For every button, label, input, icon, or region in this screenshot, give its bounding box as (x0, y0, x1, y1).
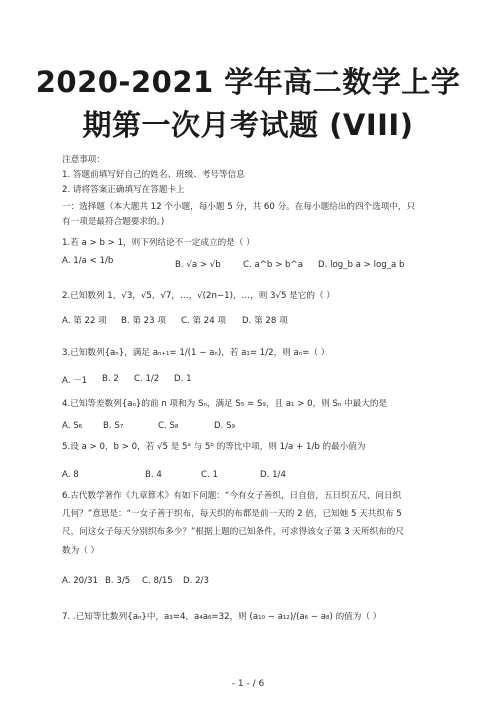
question-6-stem-line: 几何？”意思是：“一女子善于织布，每天织的布都是前一天的 2 倍，已知她 5 天共织布 5 (62, 509, 402, 519)
q3-option-b: B. 2 (102, 374, 119, 384)
q2-option-a: A. 第 22 项 (62, 316, 107, 326)
q6-option-d: D. 2/3 (183, 576, 209, 586)
q6-option-a: A. 20/31 (62, 576, 98, 586)
question-3-stem: 3.已知数列{aₙ}，满足 aₙ₊₁= 1/(1 − aₙ)，若 a₁= 1/2，则 aₙ=（ ） (62, 348, 330, 358)
q6-option-c: C. 8/15 (142, 576, 173, 586)
q4-option-d: D. S₉ (214, 421, 235, 431)
q1-option-a: A. 1/a < 1/b (62, 256, 114, 266)
q1-option-b: B. √a > √b (175, 260, 221, 270)
page-title-line-1: 2020-2021 学年高二数学上学 (35, 65, 461, 99)
q2-option-d: D. 第 28 项 (242, 316, 288, 326)
q4-option-a: A. S₆ (62, 421, 83, 431)
q5-option-c: C. 1 (201, 470, 218, 480)
question-4-stem: 4.已知等差数列{aₙ}的前 n 项和为 Sₙ，满足 S₅ = S₉，且 a₁ > 0，则 Sₙ 中最大的是 (62, 399, 388, 409)
page-title-line-2: 期第一次月考试题 (VIII) (82, 108, 414, 142)
q2-option-b: B. 第 23 项 (121, 316, 166, 326)
question-6-stem-line: 尺，问这女子每天分别织布多少？”根据上题的已知条件，可求得该女子第 3 天所织布的尺 (62, 527, 404, 537)
question-1-stem: 1.若 a > b > 1，则下列结论不一定成立的是（ ） (62, 238, 255, 248)
section-instruction-line: 一：选择题（本大题共 12 个小题，每小题 5 分，共 60 分。在每小题给出的四个选项中，只 (62, 202, 416, 212)
question-7-stem: 7. .已知等比数列{aₙ}中，a₃=4，a₄a₆=32，则 (a₁₀ − a₁₂)/(a₆ − a₈) 的值为（ ） (62, 612, 382, 622)
q4-option-c: C. S₈ (158, 421, 179, 431)
question-5-stem: 5.设 a > 0，b > 0，若 √5 是 5ᵃ 与 5ᵇ 的等比中项，则 1/a + 1/b 的最小值为 (62, 442, 366, 452)
q1-option-c: C. a^b > b^a (243, 260, 303, 270)
question-6-stem-line: 数为（ ） (62, 546, 100, 556)
q5-option-d: D. 1/4 (260, 470, 286, 480)
q5-option-a: A. 8 (62, 470, 79, 480)
note-item: 2. 请将答案正确填写在答题卡上 (62, 185, 185, 195)
q6-option-b: B. 3/5 (105, 576, 131, 586)
q1-option-d: D. log_b a > log_a b (318, 260, 405, 270)
q5-option-b: B. 4 (145, 470, 162, 480)
page-number: - 1 - / 6 (231, 679, 265, 689)
q3-option-c: C. 1/2 (134, 374, 160, 384)
q3-option-d: D. 1 (174, 374, 192, 384)
q4-option-b: B. S₇ (103, 421, 124, 431)
question-2-stem: 2.已知数列 1，√3，√5，√7，…，√(2n−1)，…，则 3√5 是它的（ ） (62, 291, 335, 301)
q3-option-a: A. －1 (62, 376, 88, 386)
section-instruction-line: 有一项是最符合题要求的。) (62, 217, 165, 227)
notes-heading: 注意事项： (62, 155, 105, 165)
question-6-stem-line: 6.古代数学著作《九章算术》有如下问题：“今有女子善织，日自倍，五日织五尺，问日织 (62, 491, 402, 501)
q2-option-c: C. 第 24 项 (181, 316, 227, 326)
note-item: 1. 答题前填写好自己的姓名、班级、考号等信息 (62, 170, 245, 180)
